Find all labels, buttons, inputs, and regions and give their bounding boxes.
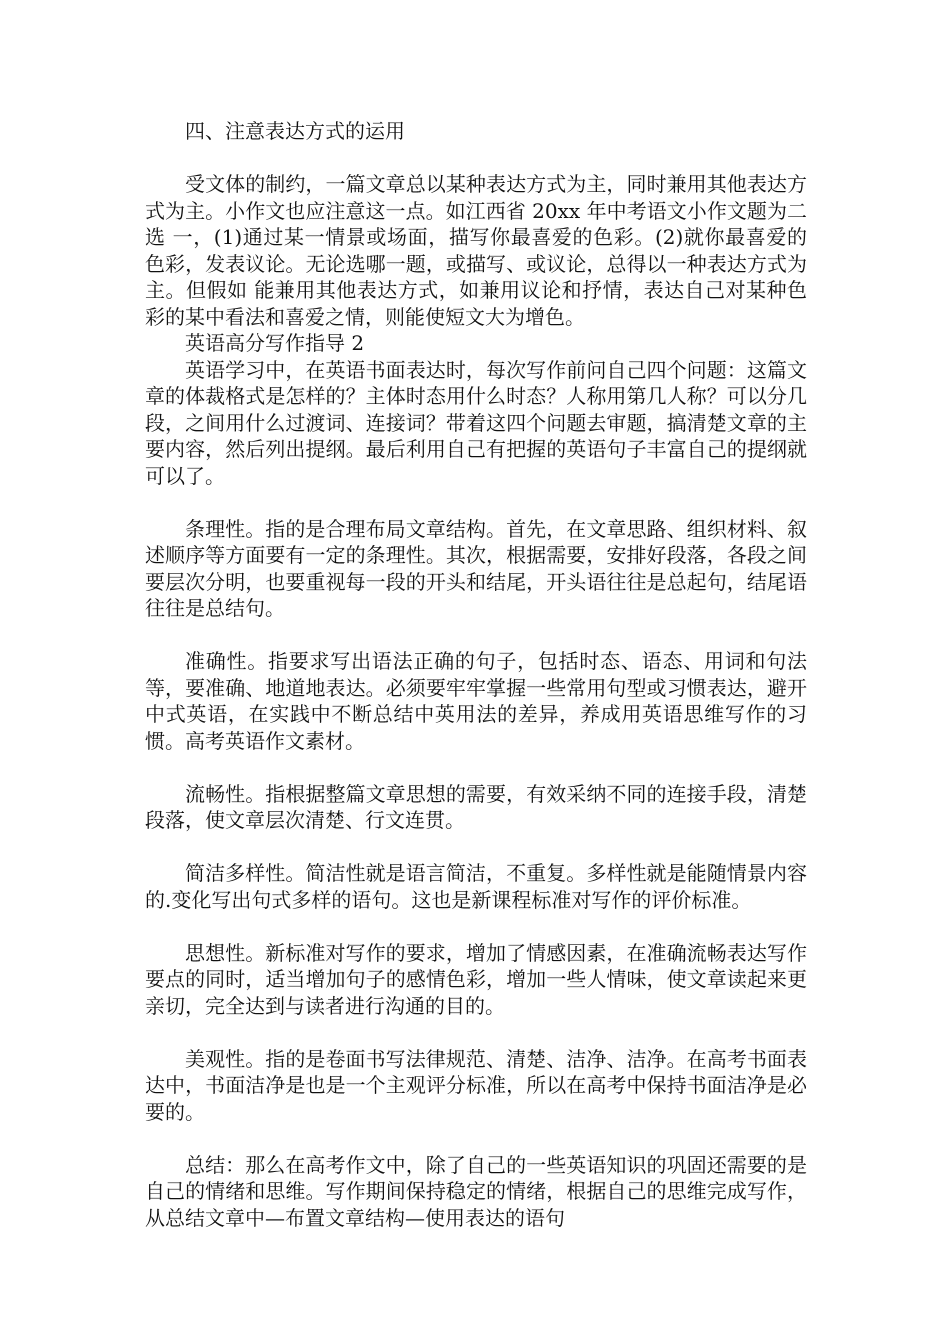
paragraph-organization: 条理性。指的是合理布局文章结构。首先，在文章思路、组织材料、叙述顺序等方面要有一定的条理性。其次，根据需要，安排好段落，各段之间要层次分明，也要重视每一段的开头和结尾，开头语往往是总起句，结尾语往往是总结句。	[145, 516, 807, 620]
paragraph-accuracy: 准确性。指要求写出语法正确的句子，包括时态、语态、用词和句法等，要准确、地道地表达。必须要牢牢掌握一些常用句型或习惯表达，避开中式英语，在实践中不断总结中英用法的差异，养成用英语思维写作的习惯。高考英语作文素材。	[145, 649, 807, 753]
paragraph-summary: 总结：那么在高考作文中，除了自己的一些英语知识的巩固还需要的是自己的情绪和思维。写作期间保持稳定的情绪，根据自己的思维完成写作，从总结文章中—布置文章结构—使用表达的语句	[145, 1152, 807, 1230]
subtitle-writing-guide: 英语高分写作指导 2	[185, 331, 365, 355]
paragraph-expression-methods: 受文体的制约，一篇文章总以某种表达方式为主，同时兼用其他表达方式为主。小作文也应注意这一点。如江西省 20xx 年中考语文小作文题为二选 一，(1)通过某一情景或场面，描写你最喜爱的色彩。(2)就你最喜爱的色彩，发表议论。无论选哪一题，或描写、或议论，总得以一种表达方式为主。但假如 能兼用其他表达方式，如兼用议论和抒情，表达自己对某种色彩的某中看法和喜爱之情，则能使短文大为增色。	[145, 172, 807, 329]
paragraph-thoughtfulness: 思想性。新标准对写作的要求，增加了情感因素，在准确流畅表达写作要点的同时，适当增加句子的感情色彩，增加一些人情味，使文章读起来更亲切，完全达到与读者进行沟通的目的。	[145, 940, 807, 1018]
paragraph-four-questions: 英语学习中，在英语书面表达时，每次写作前问自己四个问题：这篇文章的体裁格式是怎样的？主体时态用什么时态？人称用第几人称？可以分几段，之间用什么过渡词、连接词？带着这四个问题去审题，搞清楚文章的主要内容，然后列出提纲。最后利用自己有把握的英语句子丰富自己的提纲就可以了。	[145, 357, 807, 488]
paragraph-neatness: 美观性。指的是卷面书写法律规范、清楚、洁净、洁净。在高考书面表达中，书面洁净是也是一个主观评分标准，所以在高考中保持书面洁净是必要的。	[145, 1046, 807, 1124]
paragraph-conciseness: 简洁多样性。简洁性就是语言简洁，不重复。多样性就是能随情景内容的.变化写出句式多样的语句。这也是新课程标准对写作的评价标准。	[145, 861, 807, 912]
section-heading: 四、注意表达方式的运用	[185, 119, 405, 143]
document-page	[145, 118, 807, 1231]
paragraph-fluency: 流畅性。指根据整篇文章思想的需要，有效采纳不同的连接手段，清楚段落，使文章层次清楚、行文连贯。	[145, 781, 807, 832]
